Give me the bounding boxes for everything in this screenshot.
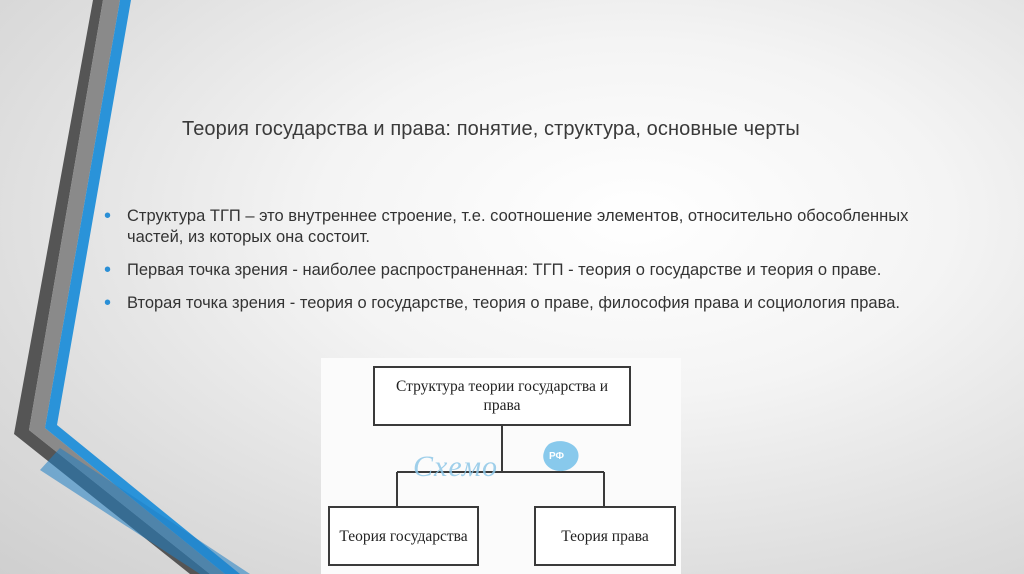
diagram-box-root-label: Структура теории государства и права	[395, 378, 609, 414]
bullet-text: Вторая точка зрения - теория о государстве, теория о праве, философия права и социология права.	[127, 294, 900, 312]
watermark-badge-label: РФ	[549, 451, 565, 462]
bullet-icon: •	[104, 292, 112, 314]
bullet-text: Структура ТГП – это внутреннее строение, т.е. соотношение элементов, относительно обособленных частей, из которых она состоит.	[127, 207, 909, 246]
bullet-item	[104, 293, 924, 314]
bullet-icon: •	[104, 205, 112, 227]
diagram-box-law-theory-label: Теория права	[561, 527, 649, 545]
stripe-blue-lower	[40, 448, 250, 574]
bullet-text: Первая точка зрения - наиболее распространенная: ТГП - теория о государстве и теория о праве.	[127, 261, 882, 279]
watermark-text: Схемо	[413, 450, 499, 483]
slide-title: Теория государства и права: понятие, структура, основные черты	[182, 118, 800, 140]
bullet-item	[104, 206, 924, 248]
diagram-box-root	[373, 366, 631, 426]
bullet-item	[104, 260, 924, 281]
structure-diagram	[321, 358, 681, 574]
diagram-box-state-theory	[328, 506, 479, 566]
diagram-box-law-theory	[534, 506, 676, 566]
bullet-icon: •	[104, 259, 112, 281]
diagram-box-state-theory-label: Теория государства	[339, 527, 468, 545]
bullet-list	[104, 206, 924, 326]
